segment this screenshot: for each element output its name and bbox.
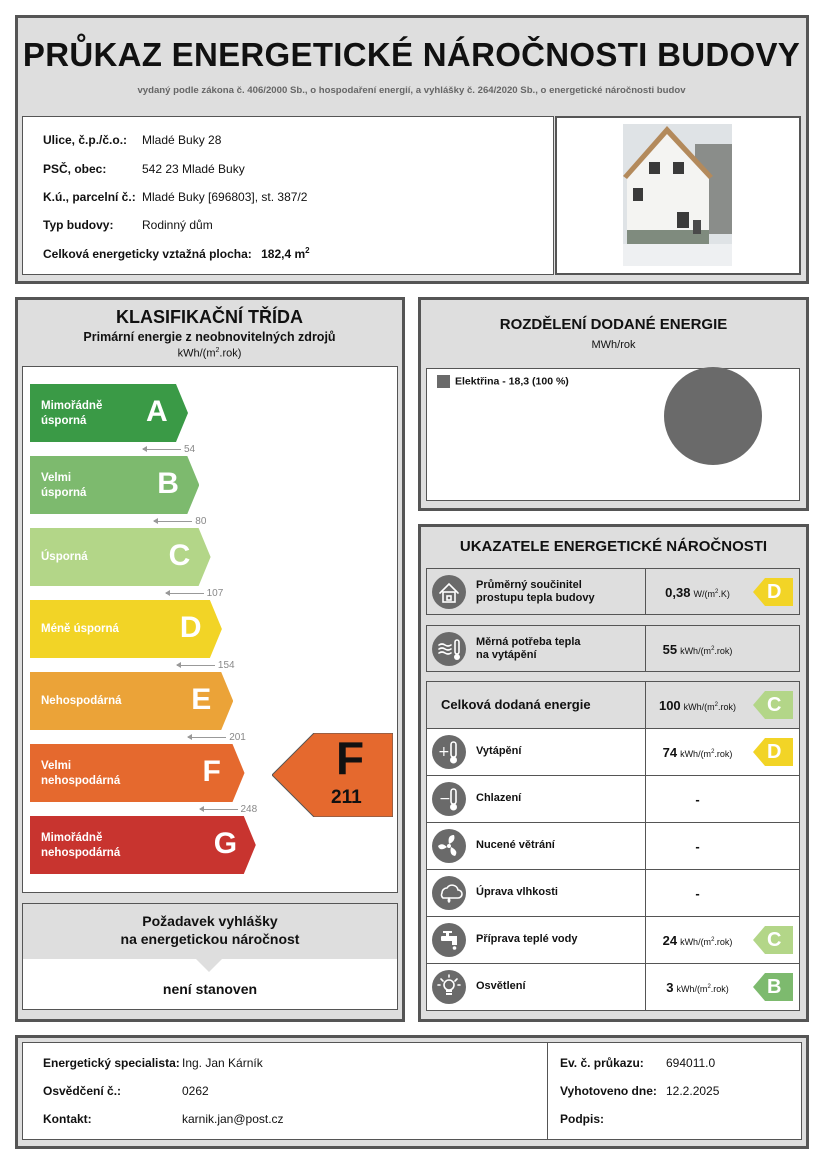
type-value: Rodinný dům [142, 218, 213, 232]
indicator-row [426, 917, 800, 964]
indicator-label: Vytápění [476, 744, 522, 757]
indicator-label: Nucené větrání [476, 838, 555, 851]
street-label: Ulice, č.p./č.o.: [43, 133, 128, 147]
class-band-label: Mimořádně úsporná [41, 400, 103, 427]
distribution-unit: MWh/rok [591, 339, 636, 351]
street-value: Mladé Buky 28 [142, 133, 222, 147]
indicator-label: Příprava teplé vody [476, 932, 578, 945]
class-threshold: 54 [143, 444, 195, 455]
class-band-label: Méně úsporná [41, 623, 119, 635]
class-band-b [30, 456, 199, 514]
area-value: 182,4 $m^2$ [261, 246, 310, 261]
humidity-icon [432, 876, 466, 910]
svg-text:−: − [439, 790, 451, 807]
class-band-label: Mimořádně nehospodárná [41, 832, 121, 859]
indicator-label: Celková dodaná energie [441, 697, 591, 712]
class-threshold: 80 [154, 516, 206, 527]
indicator-grade-badge: C [753, 926, 793, 954]
type-label: Typ budovy: [43, 218, 114, 232]
indicator-value: - [695, 885, 700, 901]
indicator-grade-badge: D [753, 578, 793, 606]
indicator-value: 55 kWh/$(m^2.rok)$ [662, 641, 733, 657]
indicator-row [426, 776, 800, 823]
heating-icon [432, 735, 466, 769]
indicator-grade-badge: D [753, 738, 793, 766]
distribution-pie-chart [663, 364, 763, 474]
building-photo [623, 124, 732, 266]
indicator-row [426, 568, 800, 615]
svg-text:+: + [438, 743, 450, 760]
class-band-g [30, 816, 256, 874]
area-label: Celková energeticky vztažná plocha: [43, 247, 252, 261]
indicator-value: - [695, 838, 700, 854]
class-band-a [30, 384, 188, 442]
indicator-row [426, 964, 800, 1011]
class-band-f [30, 744, 245, 802]
class-band-d [30, 600, 222, 658]
indicators-title: UKAZATELE ENERGETICKÉ NÁROČNOSTI [459, 538, 768, 555]
indicator-row [426, 823, 800, 870]
heat-demand-icon [432, 632, 466, 666]
classification-subtitle: Primární energie z neobnovitelných zdrojů [83, 330, 336, 344]
result-class-value: 211 [331, 787, 362, 808]
indicator-row [426, 729, 800, 776]
specialist-label: Energetický specialista: [43, 1056, 180, 1070]
requirement-title-line1: Požadavek vyhlášky [142, 913, 278, 929]
contact-label: Kontakt: [43, 1112, 92, 1126]
legend-item-electricity [437, 375, 569, 388]
certificate-label: Osvědčení č.: [43, 1084, 122, 1098]
page-subtitle: vydaný podle zákona č. 406/2000 Sb., o hospodaření energií, a vyhlášky č. 264/2020 Sb., o energetické náročnosti budov [137, 85, 686, 96]
legend-swatch [437, 375, 450, 388]
indicator-row [426, 681, 800, 729]
page-title: PRŮKAZ ENERGETICKÉ NÁROČNOSTI BUDOVY [22, 36, 801, 73]
class-band-e [30, 672, 233, 730]
class-band-letter: F [202, 755, 221, 788]
legend-label: Elektřina - 18,3 (100 %) [455, 375, 569, 388]
ku-value: Mladé Buky [696803], st. 387/2 [142, 190, 308, 204]
signature-label: Podpis: [560, 1112, 604, 1126]
contact-value[interactable]: karnik.jan@post.cz [182, 1112, 284, 1126]
psc-value: 542 23 Mladé Buky [142, 162, 245, 176]
result-class-marker [272, 733, 393, 817]
specialist-value: Ing. Jan Kárník [182, 1056, 263, 1070]
indicator-value: 24 kWh/$(m^2.rok)$ [662, 932, 733, 948]
class-band-letter: D [179, 611, 202, 644]
class-band-letter: A [146, 395, 168, 428]
indicator-grade-badge: C [753, 691, 793, 719]
class-band-label: Úsporná [41, 551, 88, 563]
indicator-row [426, 625, 800, 672]
bulb-icon [432, 970, 466, 1004]
classification-title: KLASIFIKAČNÍ TŘÍDA [116, 307, 303, 327]
requirement-title-line2: na energetickou náročnost [120, 931, 300, 947]
class-band-c [30, 528, 211, 586]
cooling-icon [432, 782, 466, 816]
classification-unit: kWh/$(m^2.rok)$ [177, 347, 242, 360]
footer-divider [547, 1042, 548, 1140]
faucet-icon [432, 923, 466, 957]
ku-label: K.ú., parcelní č.: [43, 190, 136, 204]
indicator-label: Měrná potřeba tepla na vytápění [476, 635, 581, 661]
class-band-letter: E [191, 683, 212, 716]
indicator-label: Úprava vlhkosti [476, 885, 558, 898]
indicator-value: 0,38 $W/(m^2.K)$ [665, 584, 730, 600]
result-class-letter: F [336, 732, 365, 784]
requirement-value: není stanoven [162, 981, 258, 997]
indicator-grade-badge: B [753, 973, 793, 1001]
house-icon [432, 575, 466, 609]
indicator-value: 74 kWh/$(m^2.rok)$ [662, 744, 733, 760]
date-label: Vyhotoveno dne: [560, 1084, 657, 1098]
certificate-value: 0262 [182, 1084, 209, 1098]
evc-value: 694011.0 [666, 1056, 716, 1070]
distribution-title: ROZDĚLENÍ DODANÉ ENERGIE [499, 316, 728, 333]
indicator-value: 3 kWh/$(m^2.rok)$ [666, 979, 729, 995]
indicator-label: Chlazení [476, 791, 522, 804]
psc-label: PSČ, obec: [43, 162, 107, 176]
class-band-letter: G [213, 827, 238, 860]
class-band-label: Velmi nehospodárná [41, 760, 121, 787]
fan-icon [432, 829, 466, 863]
evc-label: Ev. č. průkazu: [560, 1056, 644, 1070]
class-band-letter: C [168, 539, 191, 572]
class-threshold: 107 [166, 588, 224, 599]
requirement-box [22, 903, 398, 1010]
indicator-value: 100 kWh/$(m^2.rok)$ [658, 698, 737, 713]
class-band-label: Nehospodárná [41, 695, 122, 707]
date-value: 12.2.2025 [666, 1084, 720, 1098]
indicator-label: Průměrný součinitel prostupu tepla budovy [476, 578, 595, 604]
class-band-letter: B [157, 467, 179, 500]
area-row [43, 246, 310, 261]
class-threshold: 248 [200, 804, 258, 815]
indicator-label: Osvětlení [476, 979, 526, 992]
class-band-label: Velmi úsporná [41, 472, 87, 499]
indicator-value: - [695, 791, 700, 807]
class-threshold: 201 [188, 732, 246, 743]
indicator-row [426, 870, 800, 917]
pie-slice-electricity [664, 367, 762, 465]
class-threshold: 154 [177, 660, 235, 671]
